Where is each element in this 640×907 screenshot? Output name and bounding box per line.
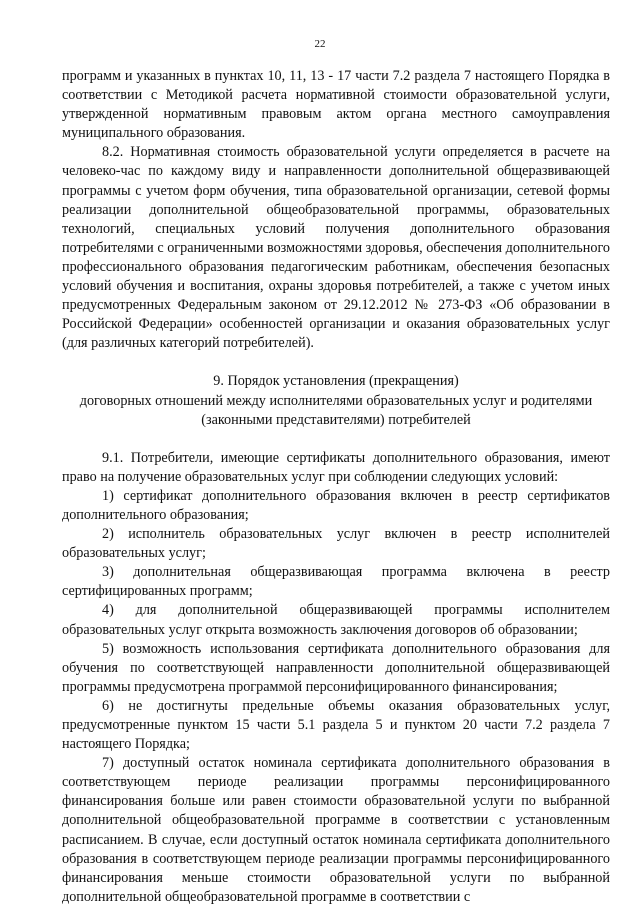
list-item-3: 3) дополнительная общеразвивающая программа включена в реестр сертифицированных программ; <box>62 564 610 600</box>
list-item-6: 6) не достигнуты предельные объемы оказания образовательных услуг, предусмотренные пунктом 15 части 5.1 раздела 5 и пунктом 20 части 7.2 раздела 7 настоящего Порядка; <box>62 697 610 753</box>
document-body <box>62 67 610 907</box>
list-item-5: 5) возможность использования сертификата дополнительного образования для обучения по соответствующей направленности дополнительной общеразвивающей программы предусмотрена программой персонифицированного финансирования; <box>62 640 610 695</box>
paragraph-8-2: 8.2. Нормативная стоимость образовательной услуги определяется в расчете на человеко-час по каждому виду и направленности дополнительной общеразвивающей программы с учетом форм обучения, типа образовательной организации, сетевой формы реализации дополнительной общеобразовательной программы, образовательных технологий, специальных условий получения дополнительного образования потребителями с ограниченными возможностями здоровья, обеспечения дополнительного профессионального образования педагогическим работникам, обеспечения безопасных условий обучения и воспитания, охраны здоровья потребителей, а также с учетом иных предусмотренных Федеральным законом от 29.12.2012 № 273-ФЗ «Об образовании в Российской Федерации» особенностей организации и оказания образовательных услуг (для различных категорий потребителей). <box>62 144 610 352</box>
list-item-2: 2) исполнитель образовательных услуг включен в реестр исполнителей образовательных услуг; <box>62 526 610 562</box>
section-heading-line-3: (законными представителями) потребителей <box>201 411 471 428</box>
section-heading <box>62 372 610 429</box>
paragraph-continuation: программ и указанных в пунктах 10, 11, 13 - 17 части 7.2 раздела 7 настоящего Порядка в соответствии с Методикой расчета нормативной стоимости образовательной услуги, утвержденной нормативным правовым актом органа местного самоуправления муниципального образования. <box>62 68 610 142</box>
list-item-1: 1) сертификат дополнительного образования включен в реестр сертификатов дополнительного образования; <box>62 487 610 523</box>
section-heading-line-2: договорных отношений между исполнителями образовательных услуг и родителями <box>79 392 593 409</box>
list-item-7: 7) доступный остаток номинала сертификата дополнительного образования в соответствующем периоде реализации программы персонифицированного финансирования больше или равен стоимости образовательной услуги по выбранной дополнительной общеобразовательной программе в соответствии с установленным расписанием. В случае, если доступный остаток номинала сертификата дополнительного образования в соответствующем периоде реализации программы персонифицированного финансирования меньше стоимости образовательной услуги по выбранной дополнительной общеобразовательной программе в соответствии с <box>62 755 610 905</box>
list-item-4: 4) для дополнительной общеразвивающей программы исполнителем образовательных услуг открыта возможность заключения договоров об образовании; <box>62 602 610 638</box>
section-heading-line-1: 9. Порядок установления (прекращения) <box>213 373 459 390</box>
page-number: 22 <box>314 38 326 50</box>
paragraph-9-1: 9.1. Потребители, имеющие сертификаты дополнительного образования, имеют право на получение образовательных услуг при соблюдении следующих условий: <box>62 449 610 485</box>
